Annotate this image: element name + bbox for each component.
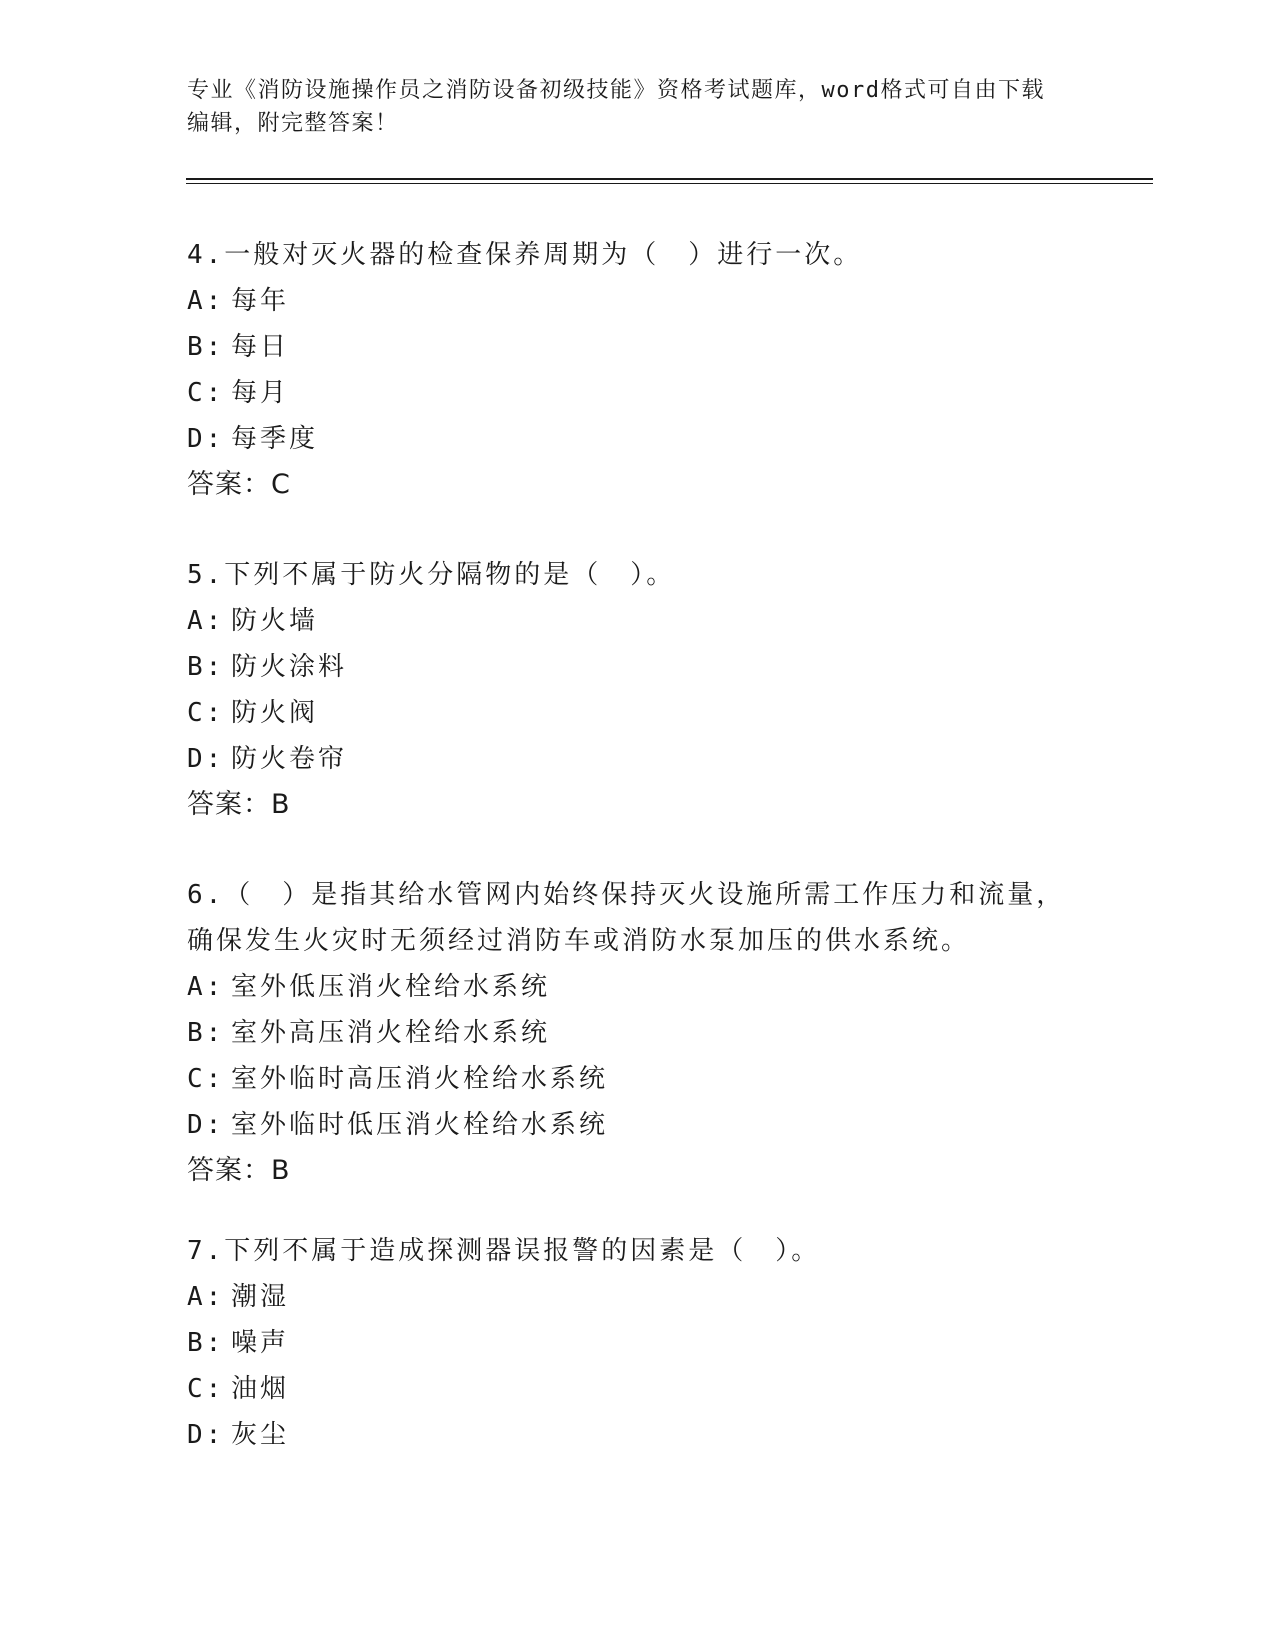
option-letter: C:: [187, 1064, 225, 1094]
option-text: 灰尘: [231, 1420, 290, 1450]
option-b: [187, 1320, 1087, 1366]
option-letter: A:: [187, 1282, 225, 1312]
question-stem: 6.（ ）是指其给水管网内始终保持灭火设施所需工作压力和流量，确保发生火灾时无须经过消防车或消防水泵加压的供水系统。: [187, 880, 1066, 956]
answer-line: 答案：B: [187, 789, 291, 820]
question-7: [187, 1228, 1087, 1458]
option-text: 每年: [231, 286, 290, 316]
option-a: [187, 598, 1087, 644]
option-c: [187, 690, 1087, 736]
header-divider-thin: [186, 183, 1153, 184]
option-text: 每月: [231, 378, 290, 408]
document-header: 专业《消防设施操作员之消防设备初级技能》资格考试题库，word格式可自由下载编辑，附完整答案！: [187, 78, 1045, 136]
option-letter: D:: [187, 1110, 225, 1140]
answer-line: 答案：B: [187, 1155, 291, 1186]
option-text: 潮湿: [231, 1282, 290, 1312]
option-letter: C:: [187, 378, 225, 408]
option-text: 油烟: [231, 1374, 290, 1404]
answer-line: 答案：C: [187, 469, 291, 500]
option-text: 每季度: [231, 424, 319, 454]
question-5: [187, 552, 1087, 828]
option-text: 室外临时低压消火栓给水系统: [231, 1110, 609, 1140]
option-letter: B:: [187, 1328, 225, 1358]
option-letter: B:: [187, 1018, 225, 1048]
option-text: 防火卷帘: [231, 744, 348, 774]
option-c: [187, 1056, 1067, 1102]
option-d: [187, 1412, 1087, 1458]
option-b: [187, 324, 1087, 370]
option-a: [187, 1274, 1087, 1320]
option-letter: A:: [187, 972, 225, 1002]
option-text: 防火墙: [231, 606, 319, 636]
option-b: [187, 1010, 1067, 1056]
option-d: [187, 1102, 1067, 1148]
option-a: [187, 278, 1087, 324]
option-b: [187, 644, 1087, 690]
option-d: [187, 416, 1087, 462]
option-d: [187, 736, 1087, 782]
option-letter: B:: [187, 652, 225, 682]
option-letter: C:: [187, 698, 225, 728]
question-6: [187, 872, 1067, 1194]
option-letter: D:: [187, 424, 225, 454]
option-text: 防火涂料: [231, 652, 348, 682]
option-letter: D:: [187, 744, 225, 774]
option-letter: A:: [187, 606, 225, 636]
option-text: 室外高压消火栓给水系统: [231, 1018, 551, 1048]
question-stem: 4.一般对灭火器的检查保养周期为（ ）进行一次。: [187, 240, 863, 270]
option-c: [187, 370, 1087, 416]
header-divider-thick: [186, 178, 1153, 180]
option-letter: A:: [187, 286, 225, 316]
option-text: 室外临时高压消火栓给水系统: [231, 1064, 609, 1094]
option-text: 噪声: [231, 1328, 290, 1358]
option-text: 防火阀: [231, 698, 319, 728]
question-4: [187, 232, 1087, 508]
option-c: [187, 1366, 1087, 1412]
question-stem: 5.下列不属于防火分隔物的是（ ）。: [187, 560, 676, 590]
option-letter: B:: [187, 332, 225, 362]
option-letter: C:: [187, 1374, 225, 1404]
option-a: [187, 964, 1067, 1010]
question-stem: 7.下列不属于造成探测器误报警的因素是（ ）。: [187, 1236, 821, 1266]
option-text: 每日: [231, 332, 290, 362]
option-text: 室外低压消火栓给水系统: [231, 972, 551, 1002]
option-letter: D:: [187, 1420, 225, 1450]
